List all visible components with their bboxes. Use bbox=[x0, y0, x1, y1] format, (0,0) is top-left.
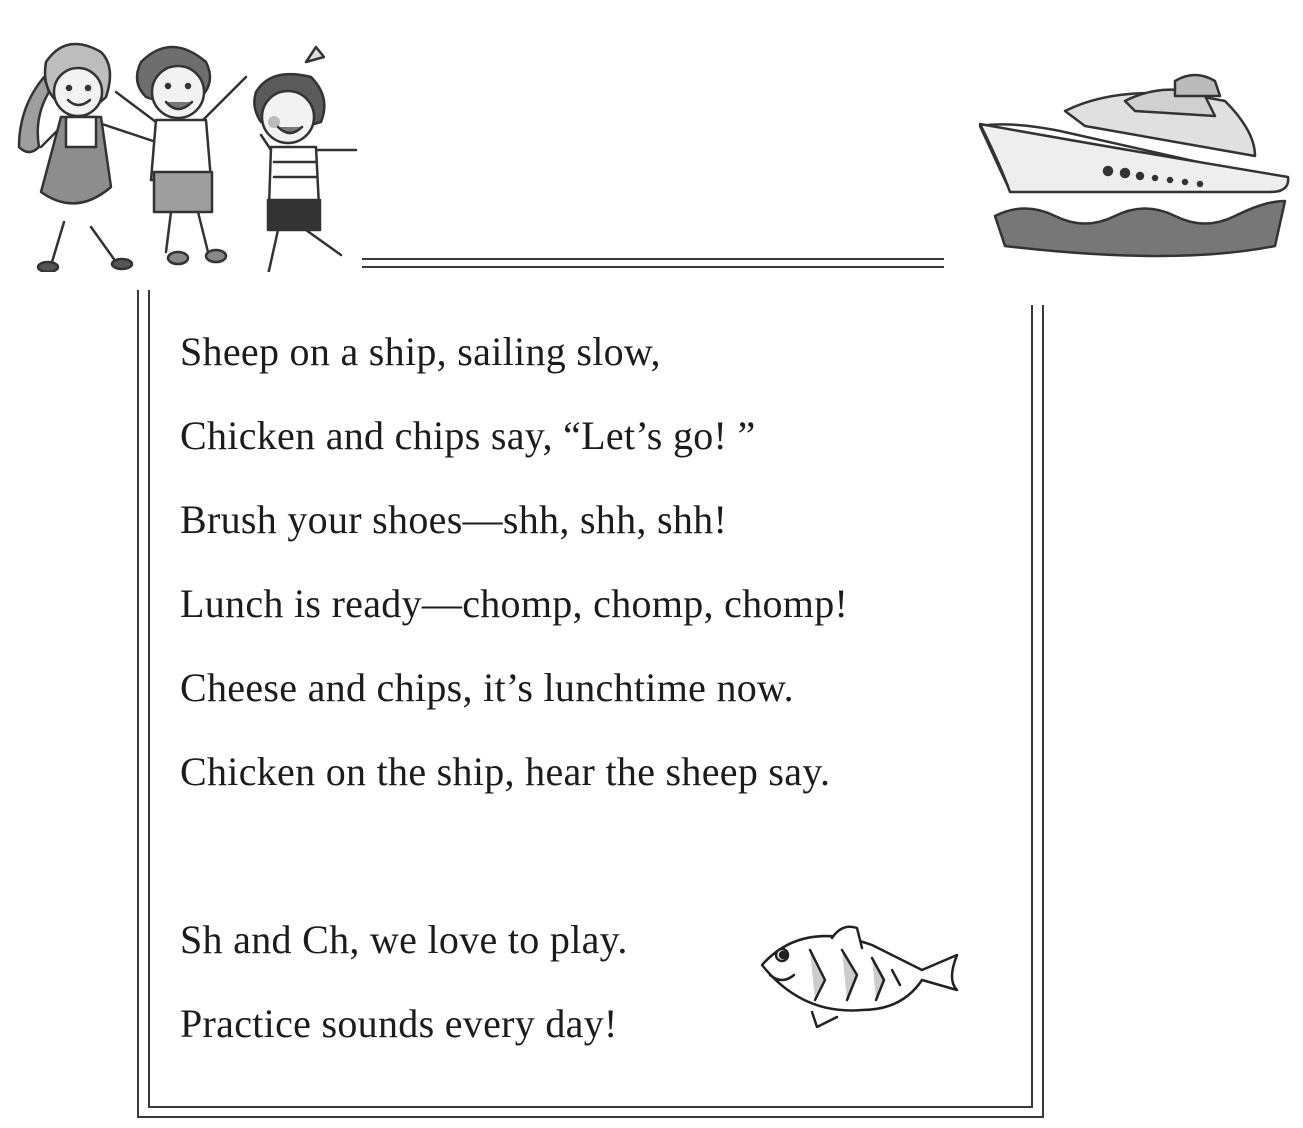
poem-closing-line: Practice sounds every day! bbox=[180, 1001, 618, 1046]
poem-line: Chicken on the ship, hear the sheep say. bbox=[180, 749, 831, 794]
frame-bottom-outer bbox=[137, 1116, 1044, 1118]
poem-line: Chicken and chips say, “Let’s go! ” bbox=[180, 413, 756, 458]
girl-icon bbox=[19, 44, 156, 272]
frame-right-outer bbox=[1042, 305, 1044, 1118]
poem-line: Sheep on a ship, sailing slow, bbox=[180, 329, 661, 374]
frame-left-inner bbox=[148, 290, 150, 1106]
cruise-ship-illustration bbox=[975, 66, 1295, 266]
frame-left-outer bbox=[137, 290, 139, 1118]
fish-icon bbox=[752, 920, 964, 1040]
poem-line: Lunch is ready—chomp, chomp, chomp! bbox=[180, 581, 849, 626]
boy-icon bbox=[116, 47, 246, 264]
boy-icon bbox=[254, 47, 356, 272]
poem-closing-line: Sh and Ch, we love to play. bbox=[180, 917, 628, 962]
poem-line: Brush your shoes—shh, shh, shh! bbox=[180, 497, 728, 542]
poem-line: Cheese and chips, it’s lunchtime now. bbox=[180, 665, 794, 710]
top-double-rule-second bbox=[362, 266, 944, 268]
frame-bottom-inner bbox=[148, 1106, 1033, 1108]
children-illustration bbox=[6, 22, 366, 272]
frame-right-inner bbox=[1031, 305, 1033, 1106]
top-double-rule bbox=[362, 258, 944, 260]
